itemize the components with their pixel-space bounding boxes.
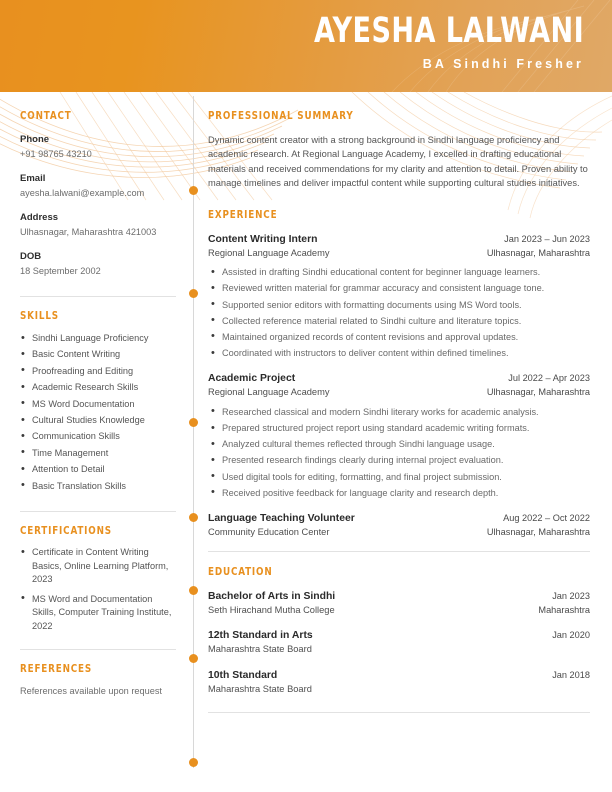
skills-heading: SKILLS <box>20 310 59 322</box>
timeline-dot <box>189 654 198 663</box>
summary-heading: PROFESSIONAL SUMMARY <box>208 110 354 122</box>
list-item: • Attention to Detail <box>20 462 176 477</box>
degree-date: Jan 2018 <box>552 669 590 680</box>
list-item: • Researched classical and modern Sindhi literary works for academic analysis. <box>208 404 590 420</box>
entry-title-row <box>208 668 590 683</box>
list-item: • Certificate in Content Writing Basics, Online Learning Platform, 2023 <box>20 546 176 587</box>
contact-value: 18 September 2002 <box>20 266 101 276</box>
job-title: Language Teaching Volunteer <box>208 513 355 525</box>
education-entry <box>208 668 590 697</box>
entry-title-row <box>208 589 590 604</box>
job-title: Academic Project <box>208 373 296 385</box>
experience-section <box>208 209 590 552</box>
certifications-heading: CERTIFICATIONS <box>20 525 112 538</box>
education-entry <box>208 628 590 657</box>
list-item: • Presented research findings clearly during internal project evaluation. <box>208 452 590 468</box>
list-item: • Used digital tools for editing, formatting, and final project submission. <box>208 469 590 485</box>
list-item: • Basic Content Writing <box>20 347 176 362</box>
timeline-dot <box>189 758 198 767</box>
references-heading: REFERENCES <box>20 662 93 675</box>
job-location: Ulhasnagar, Maharashtra <box>486 527 590 538</box>
school-name: Maharashtra State Board <box>208 644 312 655</box>
contact-value: +91 98765 43210 <box>20 149 92 159</box>
timeline-dot <box>189 513 198 522</box>
degree-title: 12th Standard in Arts <box>208 630 313 642</box>
header-subtitle: BA Sindhi Fresher <box>422 57 584 71</box>
experience-entry <box>208 371 590 501</box>
entry-title-row <box>208 628 590 643</box>
entry-title-row <box>208 232 590 247</box>
entry-org-row <box>208 247 590 261</box>
job-location: Ulhasnagar, Maharashtra <box>486 247 590 258</box>
entry-org-row <box>208 683 590 697</box>
main-column <box>190 110 612 713</box>
contact-label: Email <box>20 173 46 184</box>
school-location: Maharashtra <box>538 604 590 615</box>
resume-header <box>0 0 612 92</box>
job-date: Jan 2023 – Jun 2023 <box>504 233 590 244</box>
experience-entry <box>208 511 590 540</box>
list-item: • Communication Skills <box>20 429 176 444</box>
list-item: • Time Management <box>20 446 176 461</box>
skills-list <box>20 331 176 494</box>
job-location: Ulhasnagar, Maharashtra <box>486 387 590 398</box>
sidebar-divider <box>20 511 176 512</box>
contact-value: ayesha.lalwani@example.com <box>20 188 145 198</box>
degree-title: Bachelor of Arts in Sindhi <box>208 590 336 602</box>
sidebar-divider <box>20 296 176 297</box>
contact-heading: CONTACT <box>20 110 72 122</box>
entry-org-row <box>208 604 590 618</box>
list-item: • Prepared structured project report using standard academic writing formats. <box>208 420 590 436</box>
list-item: • Collected reference material related to Sindhi culture and literature topics. <box>208 313 590 329</box>
timeline-dot <box>189 418 198 427</box>
experience-entry <box>208 232 590 362</box>
certifications-list <box>20 546 176 634</box>
degree-date: Jan 2020 <box>552 630 590 641</box>
list-item: • Sindhi Language Proficiency <box>20 331 176 346</box>
entry-title-row <box>208 371 590 386</box>
summary-text: Dynamic content creator with a strong background in Sindhi language proficiency and academic research. At Regional Language Academy, I excelled in drafting educational materials and received commendations for my clarity and attention to detail. Proven ability to manage timelines and deliver impactful content while supporting cultural studies initiatives. <box>208 135 588 189</box>
experience-heading: EXPERIENCE <box>208 208 278 221</box>
main-divider <box>208 551 590 552</box>
skills-section <box>20 310 176 494</box>
contact-section <box>20 110 176 278</box>
timeline-dot <box>189 586 198 595</box>
timeline-dot <box>189 289 198 298</box>
list-item: • Proofreading and Editing <box>20 364 176 379</box>
certifications-section <box>20 525 176 634</box>
list-item: • Cultural Studies Knowledge <box>20 413 176 428</box>
job-duties-list <box>208 404 590 501</box>
job-organization: Regional Language Academy <box>208 387 330 398</box>
sidebar <box>0 110 190 713</box>
job-duties-list <box>208 264 590 361</box>
contact-label: Phone <box>20 134 50 145</box>
list-item: • Supported senior editors with formatting documents using MS Word tools. <box>208 297 590 313</box>
references-section <box>20 663 176 698</box>
job-organization: Regional Language Academy <box>208 247 330 258</box>
summary-section <box>208 110 590 191</box>
job-date: Aug 2022 – Oct 2022 <box>503 513 590 524</box>
list-item: • Maintained organized records of content revisions and approval updates. <box>208 329 590 345</box>
entry-org-row <box>208 643 590 657</box>
school-name: Seth Hirachand Mutha College <box>208 604 335 615</box>
contact-item-phone <box>20 133 176 161</box>
school-name: Maharashtra State Board <box>208 683 312 694</box>
page-title: AYESHA LALWANI <box>313 11 584 51</box>
entry-org-row <box>208 386 590 400</box>
education-heading: EDUCATION <box>208 565 273 578</box>
contact-value: Ulhasnagar, Maharashtra 421003 <box>20 227 157 237</box>
contact-label: Address <box>20 212 59 223</box>
contact-item-email <box>20 172 176 200</box>
job-title: Content Writing Intern <box>208 233 318 245</box>
resume-body <box>0 92 612 713</box>
list-item: • Reviewed written material for grammar accuracy and consistent language tone. <box>208 280 590 296</box>
list-item: • MS Word Documentation <box>20 397 176 412</box>
degree-date: Jan 2023 <box>552 590 590 601</box>
list-item: • Academic Research Skills <box>20 380 176 395</box>
entry-org-row <box>208 526 590 540</box>
education-entry <box>208 589 590 618</box>
job-date: Jul 2022 – Apr 2023 <box>508 373 590 384</box>
contact-label: DOB <box>20 251 42 262</box>
job-organization: Community Education Center <box>208 527 330 538</box>
education-section <box>208 566 590 714</box>
timeline-dot <box>189 186 198 195</box>
timeline-rule <box>193 96 194 768</box>
references-text: References available upon request <box>20 685 162 696</box>
bottom-divider <box>208 712 590 713</box>
contact-item-address <box>20 211 176 239</box>
entry-title-row <box>208 511 590 526</box>
list-item: • Coordinated with instructors to deliver content within defined timelines. <box>208 345 590 361</box>
list-item: • Assisted in drafting Sindhi educational content for beginner language learners. <box>208 264 590 280</box>
sidebar-divider <box>20 649 176 650</box>
list-item: • Basic Translation Skills <box>20 479 176 494</box>
list-item: • Analyzed cultural themes reflected through Sindhi language usage. <box>208 436 590 452</box>
list-item: • MS Word and Documentation Skills, Computer Training Institute, 2022 <box>20 593 176 634</box>
contact-item-dob <box>20 250 176 278</box>
degree-title: 10th Standard <box>208 669 278 681</box>
list-item: • Received positive feedback for language clarity and research depth. <box>208 485 590 501</box>
